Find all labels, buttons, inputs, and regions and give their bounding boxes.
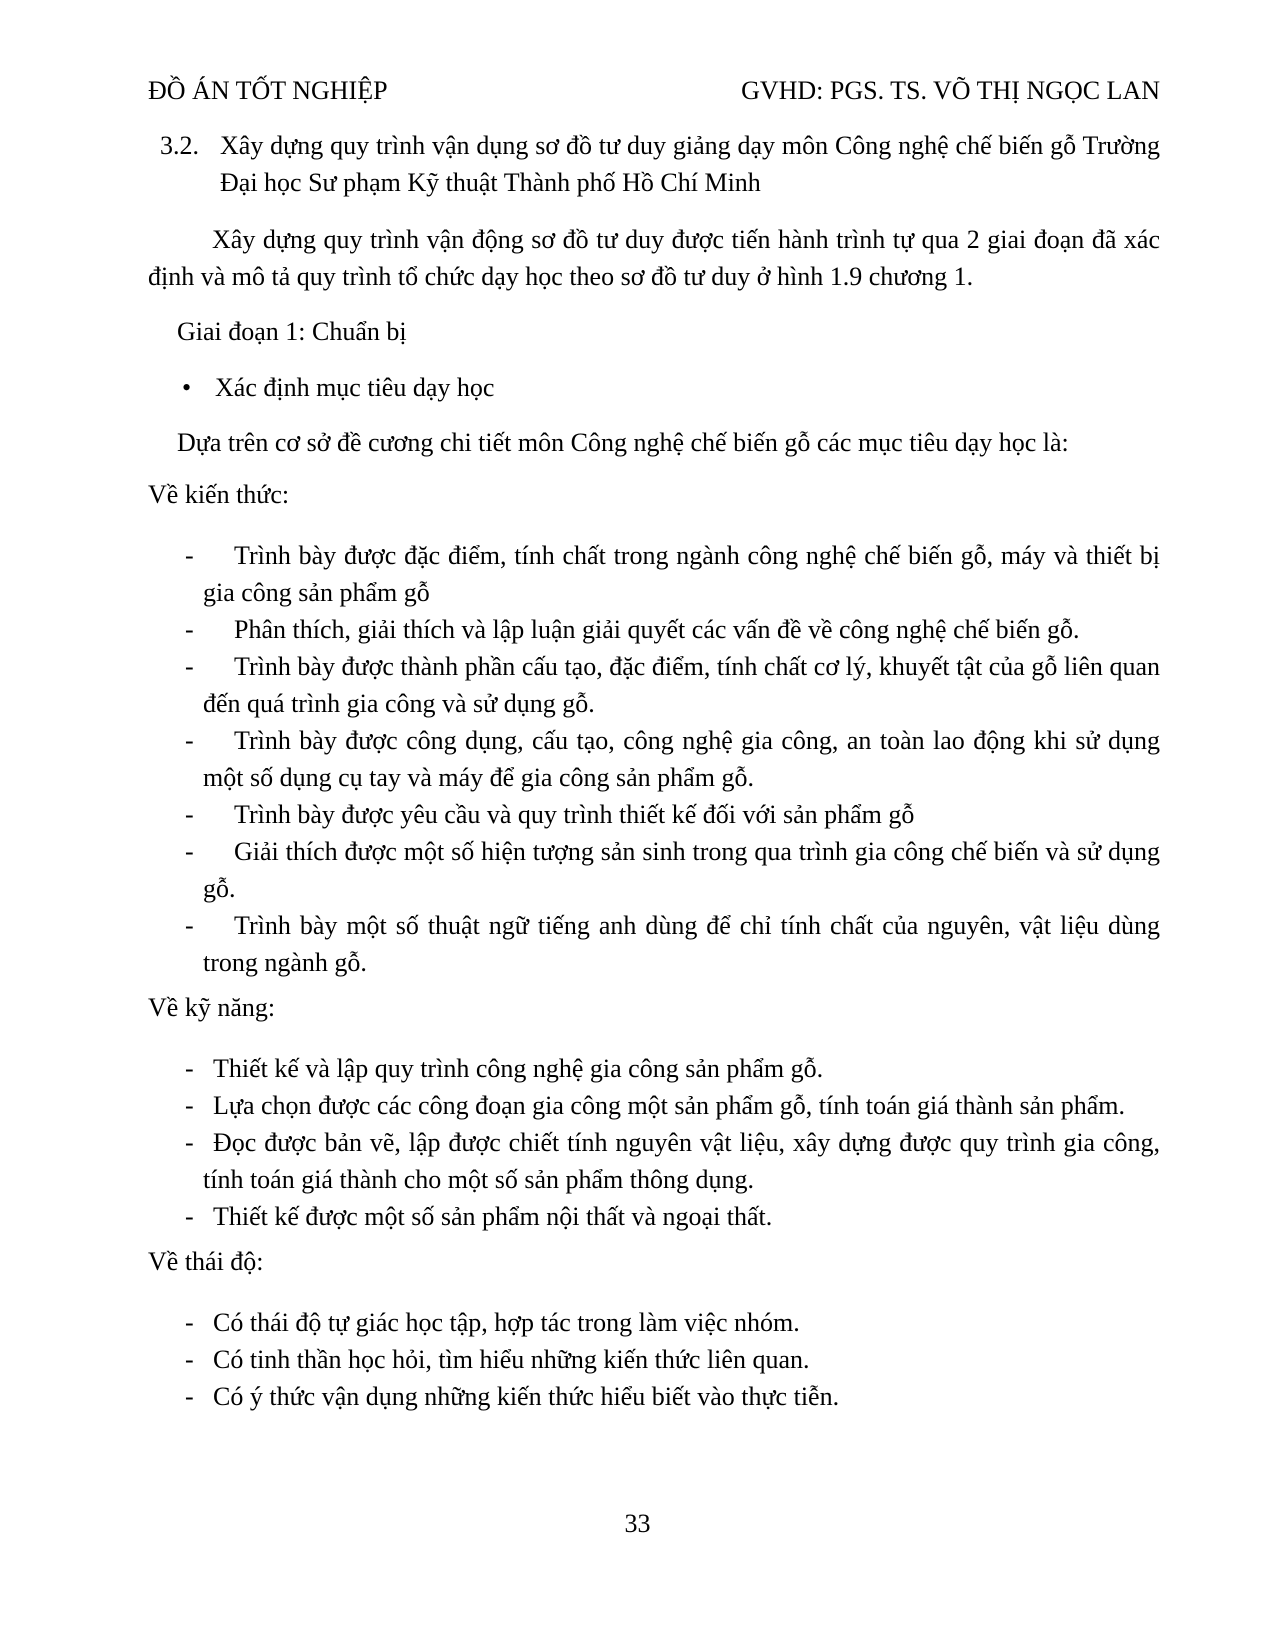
page-number: 33 (624, 1509, 651, 1538)
list-item (148, 1124, 1160, 1198)
stage-label: Giai đoạn 1: Chuẩn bị (177, 317, 407, 346)
dash-marker: - (185, 1308, 194, 1337)
dash-marker: - (185, 1345, 194, 1374)
dash-marker: - (185, 1091, 194, 1120)
list-item (148, 1087, 1160, 1124)
list-item-text: Trình bày được công dụng, cấu tạo, công nghệ gia công, an toàn lao động khi sử dụng một số dụng cụ tay và máy để gia công sản phẩm gỗ. (203, 726, 1160, 792)
knowledge-list (148, 537, 1160, 981)
header-left-text: ĐỒ ÁN TỐT NGHIỆP (148, 76, 388, 105)
list-item (148, 833, 1160, 907)
list-item-text: Đọc được bản vẽ, lập được chiết tính nguyên vật liệu, xây dựng được quy trình gia công, tính toán giá thành cho một số sản phẩm thông dụng. (203, 1128, 1160, 1194)
list-item (148, 722, 1160, 796)
bullet-list-item (148, 369, 1160, 406)
list-item-text: Có ý thức vận dụng những kiến thức hiểu biết vào thực tiễn. (213, 1382, 840, 1411)
list-item-text: Lựa chọn được các công đoạn gia công một sản phẩm gỗ, tính toán giá thành sản phẩm. (213, 1091, 1125, 1120)
list-item-text: Trình bày được yêu cầu và quy trình thiết kế đối với sản phẩm gỗ (234, 800, 915, 829)
dash-marker: - (185, 1054, 194, 1083)
list-item (148, 1304, 1160, 1341)
page-header (148, 72, 1160, 109)
list-item (148, 1341, 1160, 1378)
list-item-text: Thiết kế và lập quy trình công nghệ gia công sản phẩm gỗ. (213, 1054, 824, 1083)
section-title-attitude: Về thái độ: (148, 1247, 264, 1276)
list-item (148, 1050, 1160, 1087)
dash-marker: - (185, 726, 194, 755)
header-right-text: GVHD: PGS. TS. VÕ THỊ NGỌC LAN (741, 76, 1160, 105)
heading-number: 3.2. (160, 131, 199, 160)
dash-marker: - (185, 652, 194, 681)
section-title-knowledge: Về kiến thức: (148, 480, 290, 509)
skills-list (148, 1050, 1160, 1235)
list-item-text: Phân thích, giải thích và lập luận giải quyết các vấn đề về công nghệ chế biến gỗ. (234, 615, 1080, 644)
list-item (148, 537, 1160, 611)
dash-marker: - (185, 541, 194, 570)
list-item (148, 611, 1160, 648)
dash-marker: - (185, 911, 194, 940)
dash-marker: - (185, 1202, 194, 1231)
list-item (148, 1198, 1160, 1235)
bullet-marker: • (182, 373, 192, 402)
section-heading (148, 127, 1160, 201)
dash-marker: - (185, 1382, 194, 1411)
heading-text: Xây dựng quy trình vận dụng sơ đồ tư duy giảng dạy môn Công nghệ chế biến gỗ Trường Đại học Sư phạm Kỹ thuật Thành phố Hồ Chí Minh (220, 131, 1160, 197)
list-item-text: Trình bày được thành phần cấu tạo, đặc điểm, tính chất cơ lý, khuyết tật của gỗ liên quan đến quá trình gia công và sử dụng gỗ. (203, 652, 1160, 718)
list-item (148, 648, 1160, 722)
list-item-text: Trình bày một số thuật ngữ tiếng anh dùng để chỉ tính chất của nguyên, vật liệu dùng trong ngành gỗ. (203, 911, 1160, 977)
bullet-item-text: Xác định mục tiêu dạy học (215, 373, 495, 402)
dash-marker: - (185, 837, 194, 866)
basis-paragraph: Dựa trên cơ sở đề cương chi tiết môn Công nghệ chế biến gỗ các mục tiêu dạy học là: (177, 428, 1069, 457)
dash-marker: - (185, 800, 194, 829)
section-title-skills: Về kỹ năng: (148, 993, 276, 1022)
list-item-text: Có thái độ tự giác học tập, hợp tác trong làm việc nhóm. (213, 1308, 800, 1337)
list-item-text: Thiết kế được một số sản phẩm nội thất và ngoại thất. (213, 1202, 773, 1231)
list-item (148, 1378, 1160, 1415)
dash-marker: - (185, 615, 194, 644)
attitude-list (148, 1304, 1160, 1415)
list-item (148, 907, 1160, 981)
intro-paragraph: Xây dựng quy trình vận động sơ đồ tư duy được tiến hành trình tự qua 2 giai đoạn đã xác định và mô tả quy trình tổ chức dạy học theo sơ đồ tư duy ở hình 1.9 chương 1. (148, 225, 1160, 291)
list-item-text: Giải thích được một số hiện tượng sản sinh trong qua trình gia công chế biến và sử dụng gỗ. (203, 837, 1160, 903)
list-item-text: Có tinh thần học hỏi, tìm hiểu những kiến thức liên quan. (213, 1345, 810, 1374)
dash-marker: - (185, 1128, 194, 1157)
list-item-text: Trình bày được đặc điểm, tính chất trong ngành công nghệ chế biến gỗ, máy và thiết bị gia công sản phẩm gỗ (203, 541, 1160, 607)
list-item (148, 796, 1160, 833)
